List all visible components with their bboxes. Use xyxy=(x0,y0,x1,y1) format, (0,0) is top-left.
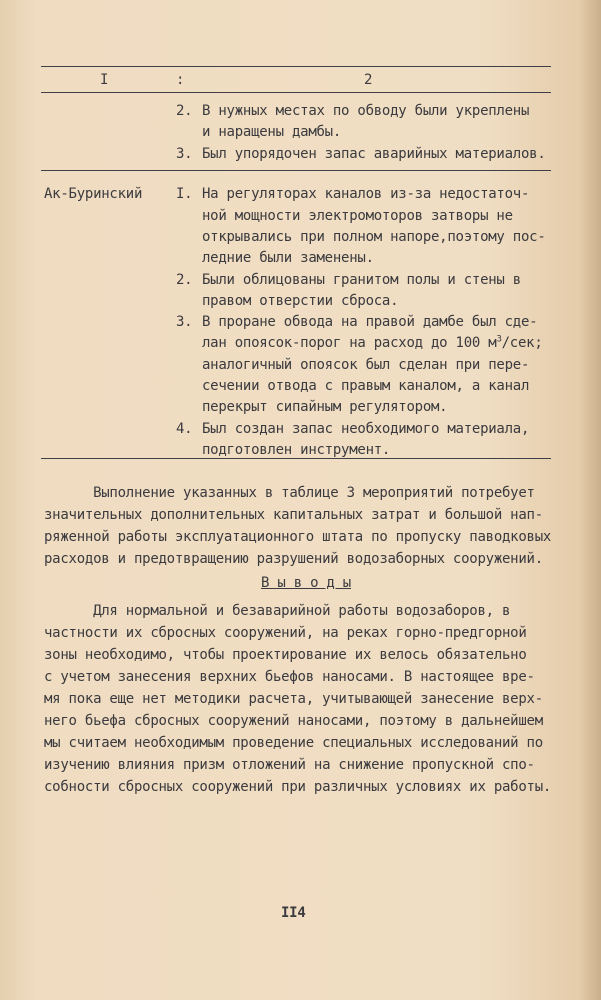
table-top-rule xyxy=(41,66,551,67)
item-4-num: 4. xyxy=(176,421,193,437)
table-header-rule xyxy=(41,92,551,93)
paragraph-2-line-1: Для нормальной и безаварийной работы водозаборов, в xyxy=(44,603,511,619)
conclusions-heading: В ы в о д ы xyxy=(261,575,351,591)
item-3-num: 3. xyxy=(176,314,193,330)
paragraph-1-line-1: Выполнение указанных в таблице 3 мероприятий потребует xyxy=(44,485,535,501)
paragraph-2-line-7: мы считаем необходимым проведение специальных исследований по xyxy=(44,735,543,751)
column-separator: : xyxy=(176,72,185,88)
unit-tail: /сек; xyxy=(501,335,543,351)
paragraph-2-line-4: с учетом занесения верхних бьефов наносами. В настоящее вре- xyxy=(44,669,535,685)
item-1-line-3: открывались при полном напоре,поэтому пос- xyxy=(202,229,546,245)
item-1-line-4: ледние были заменены. xyxy=(202,250,374,266)
item-1-line-1: На регуляторах каналов из-за недостаточ- xyxy=(202,186,530,202)
prev-item-3-num: 3. xyxy=(176,146,193,162)
item-3-line-4: сечении отвода с правым каналом, а канал xyxy=(202,378,530,394)
prev-item-2-num: 2. xyxy=(176,103,193,119)
paragraph-1-line-2: значительных дополнительных капитальных затрат и большой нап- xyxy=(44,507,543,523)
item-2-num: 2. xyxy=(176,272,193,288)
table-bottom-rule xyxy=(41,458,551,459)
paragraph-2-line-2: частности их сбросных сооружений, на реках горно-предгорной xyxy=(44,625,527,641)
paragraph-2-line-9: собности сбросных сооружений при различных условиях их работы. xyxy=(44,779,552,795)
column-1-header: I xyxy=(100,72,109,88)
paragraph-2-line-8: изучению влияния призм отложений на снижение пропускной спо- xyxy=(44,757,535,773)
item-3-line-1: В проране обвода на правой дамбе был сде- xyxy=(202,314,538,330)
item-3-line-2 xyxy=(202,333,543,354)
item-1-line-2: ной мощности электромоторов затворы не xyxy=(202,208,513,224)
paragraph-2-line-5: мя пока еще нет методики расчета, учитывающей занесение верх- xyxy=(44,691,543,707)
paragraph-1-line-4: расходов и предотвращению разрушений водозаборных сооружений. xyxy=(44,551,543,567)
item-1-num: I. xyxy=(176,186,193,202)
item-4-line-2: подготовлен инструмент. xyxy=(202,442,391,458)
item-4-line-1: Был создан запас необходимого материала, xyxy=(202,421,530,437)
page-number: II4 xyxy=(281,905,306,921)
prev-item-3-line-1: Был упорядочен запас аварийных материалов. xyxy=(202,146,546,162)
row-name: Ак-Буринский xyxy=(44,186,143,202)
row-divider xyxy=(41,170,551,171)
column-2-header: 2 xyxy=(364,72,373,88)
prev-item-2-line-2: и наращены дамбы. xyxy=(202,124,342,140)
cubic-superscript: 3 xyxy=(496,334,502,345)
item-2-line-2: правом отверстии сброса. xyxy=(202,293,399,309)
paragraph-1-line-3: ряженной работы эксплуатационного штата по пропуску паводковых xyxy=(44,529,552,545)
item-2-line-1: Были облицованы гранитом полы и стены в xyxy=(202,272,521,288)
paragraph-2-line-3: зоны необходимо, чтобы проектирование их велось обязательно xyxy=(44,647,527,663)
paragraph-2-line-6: него бьефа сбросных сооружений наносами, поэтому в дальнейшем xyxy=(44,713,543,729)
prev-item-2-line-1: В нужных местах по обводу были укреплены xyxy=(202,103,530,119)
item-3-line-5: перекрыт сипайным регулятором. xyxy=(202,399,448,415)
item-3-line-3: аналогичный опоясок был сделан при пере- xyxy=(202,357,530,373)
item-3-line-2-text: лан опоясок-порог на расход до 100 м xyxy=(202,335,497,351)
